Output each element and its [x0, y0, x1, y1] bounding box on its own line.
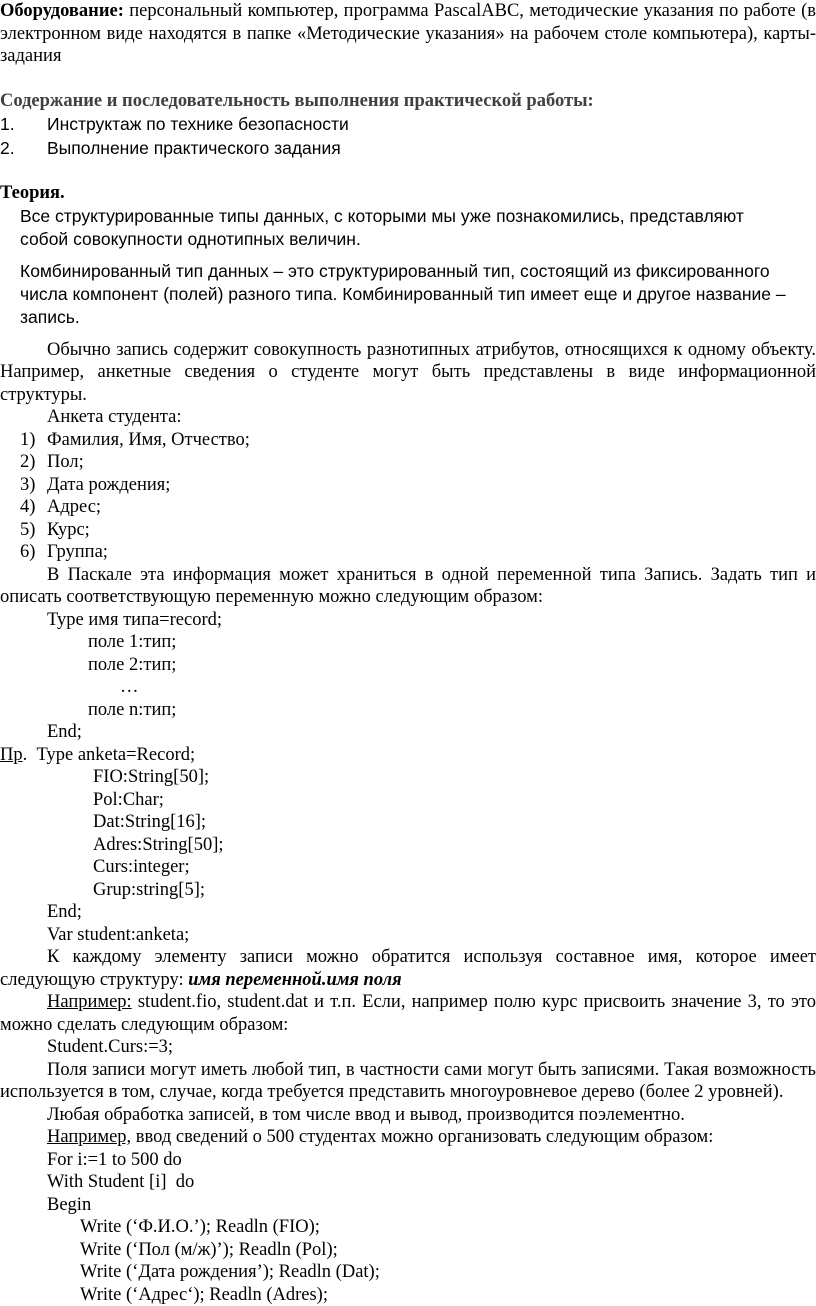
code-line: Write (‘Дата рождения’); Readln (Dat); — [0, 1261, 816, 1284]
content-heading: Содержание и последовательность выполнения практической работы: — [0, 90, 816, 113]
equipment-label: Оборудование: — [0, 1, 124, 21]
code-line: Type имя типа=record; — [0, 609, 816, 632]
step-number: 2. — [0, 136, 47, 160]
code-line: Dat:String[16]; — [0, 811, 816, 834]
code-line: Write (‘Ф.И.О.’); Readln (FIO); — [0, 1216, 816, 1239]
theory-paragraph-8: Любая обработка записей, в том числе ввод и вывод, производится поэлементно. — [0, 1104, 816, 1127]
theory-paragraph-1: Все структурированные типы данных, с которыми мы уже познакомились, представляют собой совокупности однотипных величин. — [0, 205, 816, 251]
code-line: Adres:String[50]; — [0, 834, 816, 857]
form-list — [0, 429, 816, 564]
code-line: Grup:string[5]; — [0, 879, 816, 902]
theory-paragraph-9: Например, ввод сведений о 500 студентах можно организовать следующим образом: — [0, 1126, 816, 1149]
list-item: 2) Пол; — [0, 451, 816, 474]
code-line: поле 1:тип; — [0, 631, 816, 654]
list-item: 3) Дата рождения; — [0, 474, 816, 497]
code-line: FIO:String[50]; — [0, 766, 816, 789]
example-label: Пр — [0, 745, 23, 765]
list-item: 1) Фамилия, Имя, Отчество; — [0, 429, 816, 452]
equipment-paragraph — [0, 0, 816, 68]
step-text: Выполнение практического задания — [47, 138, 341, 158]
code-line: End; — [0, 901, 816, 924]
code-line: Write (‘Адрес‘); Readln (Adres); — [0, 1284, 816, 1306]
code-line: End; — [0, 721, 816, 744]
step-text: Инструктаж по технике безопасности — [47, 114, 349, 134]
theory-paragraph-2: Комбинированный тип данных – это структурированный тип, состоящий из фиксированного числа компонент (полей) разного типа. Комбинированный тип имеет еще и другое название – запись. — [0, 260, 816, 329]
record-example — [0, 744, 816, 947]
code-line: … — [0, 676, 816, 699]
code-line: поле n:тип; — [0, 699, 816, 722]
list-item: 5) Курс; — [0, 519, 816, 542]
theory-paragraph-5: К каждому элементу записи можно обратится используя составное имя, которое имеет следующую структуру: имя переменной.имя поля — [0, 946, 816, 991]
step-item — [0, 112, 816, 136]
example-label: Например: — [47, 992, 132, 1012]
composite-name-emphasis: имя переменной.имя поля — [188, 970, 401, 990]
code-line: Student.Curs:=3; — [0, 1036, 816, 1059]
theory-heading: Теория. — [0, 182, 816, 205]
step-number: 1. — [0, 112, 47, 136]
theory-paragraph-6: Например: student.fio, student.dat и т.п. Если, например полю курс присвоить значение 3, то это можно сделать следующим образом: — [0, 991, 816, 1036]
code-line: поле 2:тип; — [0, 654, 816, 677]
code-line: With Student [i] do — [0, 1171, 816, 1194]
input-loop-code — [0, 1149, 816, 1306]
step-item — [0, 136, 816, 160]
list-item: 4) Адрес; — [0, 496, 816, 519]
theory-paragraph-7: Поля записи могут иметь любой тип, в частности сами могут быть записями. Такая возможность используется в том, случае, когда требуется представить многоуровневое дерево (более 2 уровней). — [0, 1059, 816, 1104]
code-line: For i:=1 to 500 do — [0, 1149, 816, 1172]
code-line: Write (‘Пол (м/ж)’); Readln (Pol); — [0, 1239, 816, 1262]
theory-paragraph-3: Обычно запись содержит совокупность разнотипных атрибутов, относящихся к одному объекту. Например, анкетные сведения о студенте могут быть представлены в виде информационной структуры. — [0, 339, 816, 407]
code-line: Var student:anketa; — [0, 924, 816, 947]
example-header — [0, 744, 816, 767]
list-item: 6) Группа; — [0, 541, 816, 564]
example-label: Например, — [47, 1127, 131, 1147]
code-line: Pol:Char; — [0, 789, 816, 812]
theory-paragraph-4: В Паскале эта информация может храниться в одной переменной типа Запись. Задать тип и описать соответствующую переменную можно следующим образом: — [0, 564, 816, 609]
example-type-line: . Type anketa=Record; — [23, 745, 196, 765]
code-line: Curs:integer; — [0, 856, 816, 879]
equipment-text: персональный компьютер, программа PascalABC, методические указания по работе (в электронном виде находятся в папке «Методические указания» на рабочем столе компьютера), карты-задания — [0, 1, 816, 66]
form-title: Анкета студента: — [0, 406, 816, 429]
code-line: Begin — [0, 1194, 816, 1217]
record-syntax — [0, 609, 816, 744]
